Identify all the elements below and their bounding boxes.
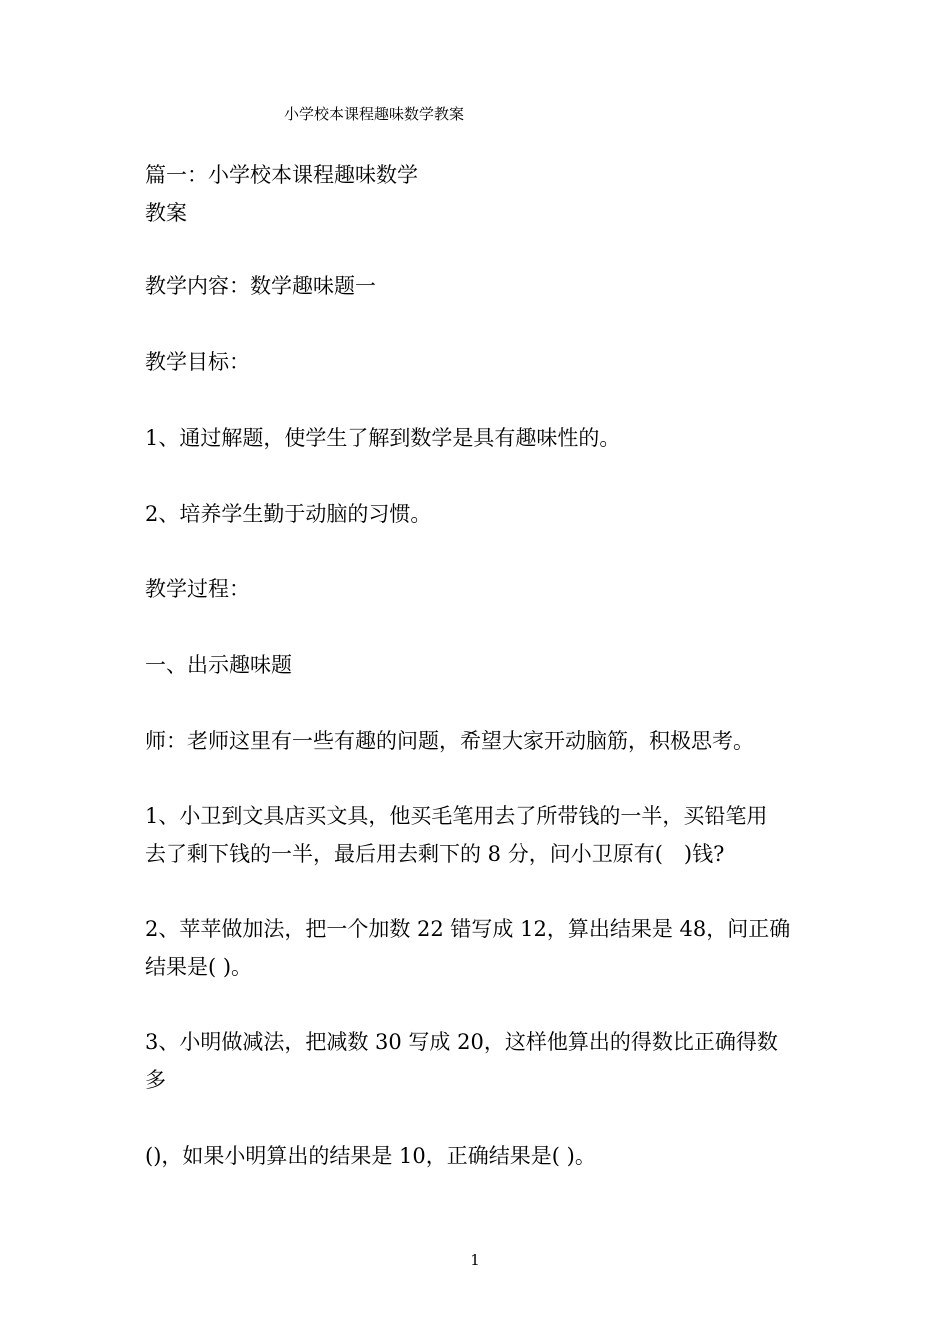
page-number: 1	[470, 1251, 480, 1269]
running-header: 小学校本课程趣味数学教案	[284, 105, 465, 123]
problem-1-line-1: 1、小卫到文具店买文具，他买毛笔用去了所带钱的一半，买铅笔用	[145, 804, 768, 828]
section-heading-1: 一、出示趣味题	[145, 653, 292, 677]
problem-2-line-1: 2、苹苹做加法，把一个加数 22 错写成 12，算出结果是 48，问正确	[145, 917, 791, 941]
problem-2-line-2: 结果是( )。	[145, 955, 253, 979]
teaching-content: 教学内容：数学趣味题一	[145, 274, 376, 298]
problem-3-line-1: 3、小明做减法，把减数 30 写成 20，这样他算出的得数比正确得数	[145, 1030, 778, 1054]
teacher-intro: 师：老师这里有一些有趣的问题，希望大家开动脑筋，积极思考。	[145, 729, 754, 753]
goal-item-1: 1、通过解题，使学生了解到数学是具有趣味性的。	[145, 426, 621, 450]
title-line-1: 篇一：小学校本课程趣味数学	[145, 163, 418, 187]
problem-3-line-2: 多	[145, 1068, 166, 1092]
title-line-2: 教案	[145, 201, 187, 225]
process-heading: 教学过程：	[145, 577, 250, 601]
goal-item-2: 2、培养学生勤于动脑的习惯。	[145, 502, 432, 526]
goals-heading: 教学目标：	[145, 350, 250, 374]
problem-1-line-2: 去了剩下钱的一半，最后用去剩下的 8 分，问小卫原有( )钱?	[145, 842, 725, 866]
problem-3-line-3: ()，如果小明算出的结果是 10，正确结果是( )。	[145, 1144, 596, 1168]
